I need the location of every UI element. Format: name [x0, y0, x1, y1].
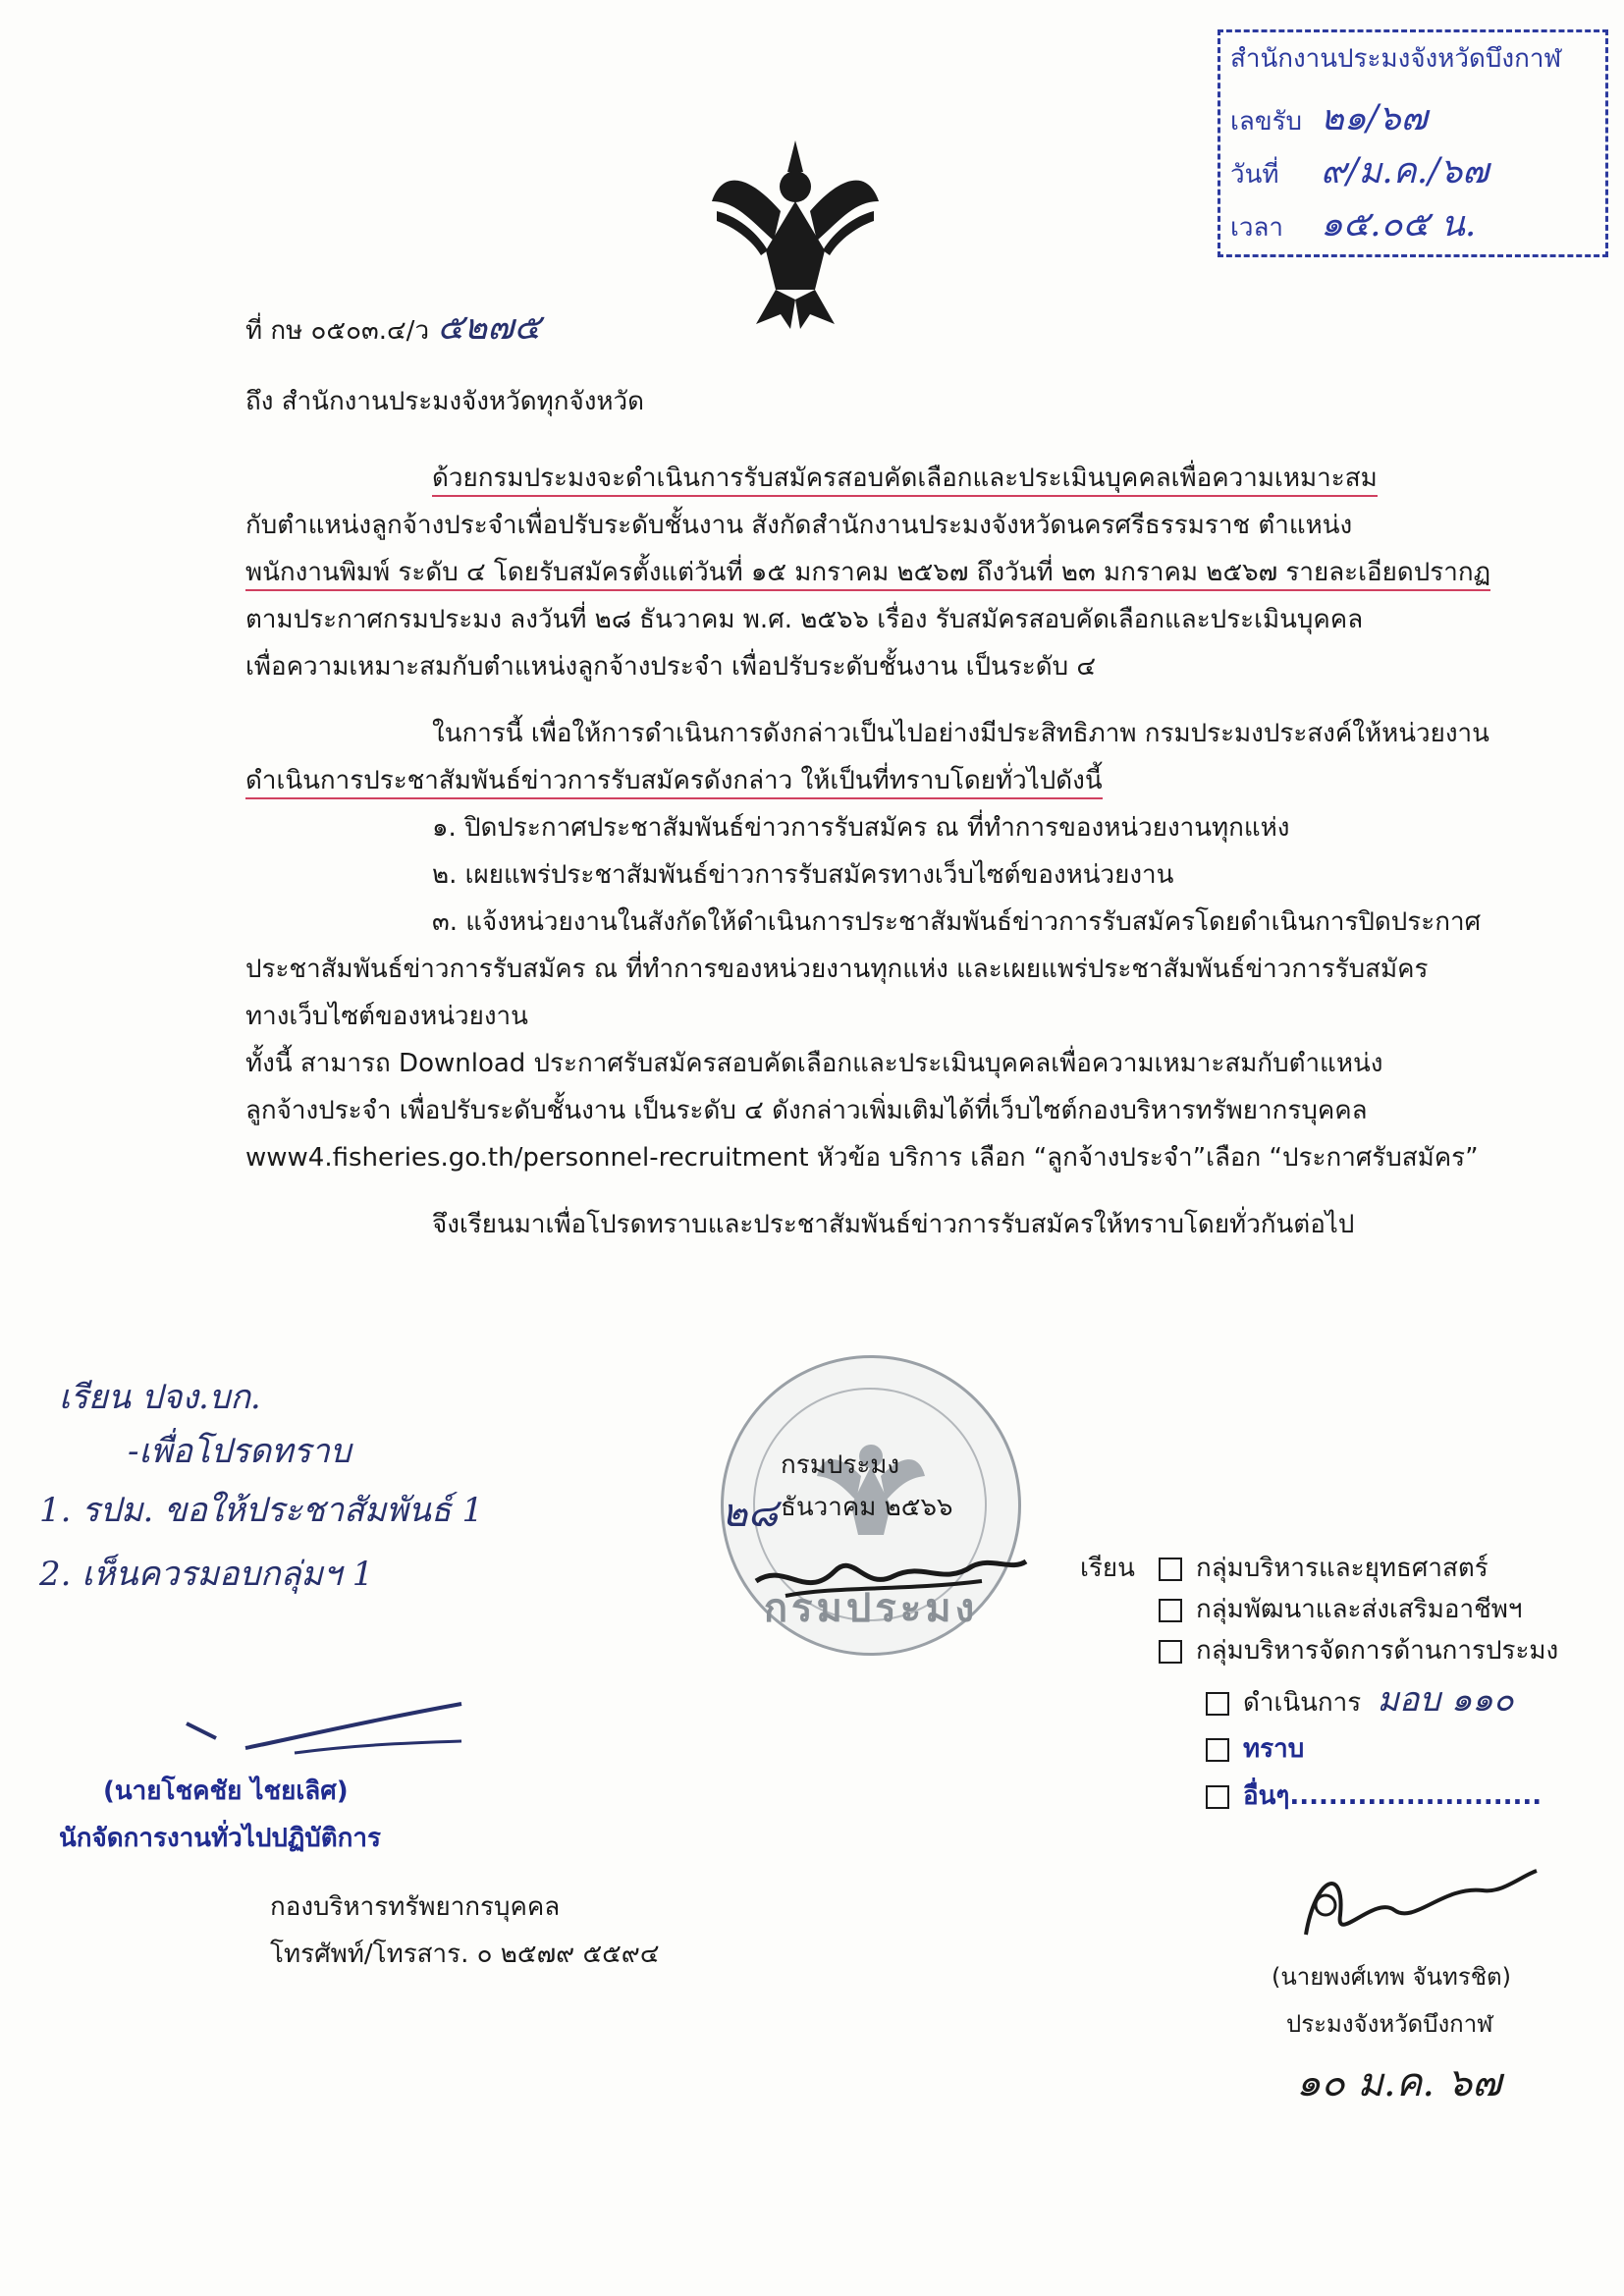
para2-line2: [245, 764, 1103, 797]
garuda-emblem-icon: [707, 133, 884, 339]
routing-to-label: เรียน: [1080, 1554, 1135, 1583]
item-2: ๒. เผยแพร่ประชาสัมพันธ์ข่าวการรับสมัครทางเว็บไซต์ของหน่วยงาน: [432, 860, 1174, 890]
para1-line4: ตามประกาศกรมประมง ลงวันที่ ๒๘ ธันวาคม พ.ศ. ๒๕๖๖ เรื่อง รับสมัครสอบคัดเลือกและประเมินบุคคล: [245, 605, 1364, 634]
routing-option-6[interactable]: [1206, 1779, 1542, 1813]
seal-day: ๒๘: [722, 1491, 779, 1536]
signer-name: (นายโชคชัย ไชยเลิศ): [103, 1777, 349, 1806]
stamp-time: [1230, 195, 1476, 245]
para1-line1: [432, 462, 1378, 495]
para1-line3: [245, 556, 1490, 589]
signer-title: นักจัดการงานทั่วไปปฏิบัติการ: [59, 1824, 381, 1853]
stamp-office-text: สำนักงานประมงจังหวัดบึงกาฬ: [1230, 44, 1562, 74]
seal-date-line: ธันวาคม ๒๕๖๖: [781, 1493, 953, 1522]
footer-division: กองบริหารทรัพยากรบุคคล: [270, 1892, 561, 1922]
routing-option-5[interactable]: [1206, 1732, 1304, 1766]
provincial-signer-date: ๑๐ ม.ค. ๖๗: [1296, 2060, 1502, 2105]
stamp-date: [1230, 142, 1489, 191]
routing-option-2[interactable]: [1159, 1593, 1523, 1626]
doc-number-label: ที่ กษ ๐๕๐๓.๔/ว: [245, 316, 430, 346]
receipt-stamp: [1218, 29, 1608, 257]
routing-checkbox-1[interactable]: [1159, 1558, 1182, 1581]
routing-checkbox-3[interactable]: [1159, 1640, 1182, 1664]
footer-phone: โทรศัพท์/โทรสาร. ๐ ๒๕๗๙ ๕๕๙๔: [270, 1940, 660, 1969]
routing-option-6-label: อื่นๆ..........................: [1243, 1781, 1543, 1811]
stamp-receive-label: เลขรับ: [1230, 107, 1303, 137]
note-line-3: 1. รปม. ขอให้ประชาสัมพันธ์ 1: [39, 1491, 484, 1530]
routing-option-2-label: กลุ่มพัฒนาและส่งเสริมอาชีพฯ: [1196, 1595, 1523, 1624]
item-1: ๑. ปิดประกาศประชาสัมพันธ์ข่าวการรับสมัคร ณ ที่ทำการของหน่วยงานทุกแห่ง: [432, 813, 1290, 843]
routing-option-1[interactable]: [1159, 1552, 1489, 1585]
stamp-time-label: เวลา: [1230, 213, 1284, 243]
routing-checkbox-4[interactable]: [1206, 1692, 1229, 1716]
stamp-date-value: ๙/ม.ค./๖๗: [1321, 151, 1489, 191]
closing-line: จึงเรียนมาเพื่อโปรดทราบและประชาสัมพันธ์ข่าวการรับสมัครให้ทราบโดยทั่วกันต่อไป: [432, 1210, 1355, 1239]
routing-handwritten-note: มอบ ๑๑๐: [1377, 1680, 1514, 1720]
note-line-1: เรียน ปจง.บก.: [59, 1378, 261, 1417]
para2-line1: ในการนี้ เพื่อให้การดำเนินการดังกล่าวเป็นไปอย่างมีประสิทธิภาพ กรมประมงประสงค์ให้หน่วยงาน: [432, 719, 1489, 748]
doc-number: [245, 307, 541, 348]
seal-ring-text: กรมประมง: [763, 1586, 979, 1631]
routing-option-3-label: กลุ่มบริหารจัดการด้านการประมง: [1196, 1636, 1559, 1666]
routing-checkbox-6[interactable]: [1206, 1785, 1229, 1809]
download-line1: ทั้งนี้ สามารถ Download ประกาศรับสมัครสอบคัดเลือกและประเมินบุคคลเพื่อความเหมาะสมกับตำแหน่ง: [245, 1049, 1383, 1078]
routing-checkbox-2[interactable]: [1159, 1599, 1182, 1622]
para1-line5: เพื่อความเหมาะสมกับตำแหน่งลูกจ้างประจำ เพื่อปรับระดับชั้นงาน เป็นระดับ ๔: [245, 652, 1097, 682]
doc-number-value: ๕๒๗๕: [437, 307, 541, 348]
item-3-cont-2: ทางเว็บไซต์ของหน่วยงาน: [245, 1002, 528, 1031]
download-line2: ลูกจ้างประจำ เพื่อปรับระดับชั้นงาน เป็นระดับ ๔ ดังกล่าวเพิ่มเติมได้ที่เว็บไซต์กองบริหารทรัพยากรบุคคล: [245, 1096, 1368, 1125]
signer-signature-icon: [177, 1684, 471, 1763]
to-line: ถึง สำนักงานประมงจังหวัดทุกจังหวัด: [245, 387, 645, 416]
routing-option-4[interactable]: [1206, 1680, 1514, 1720]
note-line-4: 2. เห็นควรมอบกลุ่มฯ 1: [39, 1555, 374, 1594]
routing-option-3[interactable]: [1159, 1634, 1558, 1667]
provincial-signature-icon: [1286, 1856, 1542, 1954]
note-line-2: -เพื่อโปรดทราบ: [128, 1432, 352, 1471]
seal-org: กรมประมง: [781, 1450, 900, 1480]
provincial-signer-name: (นายพงศ์เทพ จันทรชิต): [1272, 1963, 1511, 1991]
stamp-receive-value: ๒๑/๖๗: [1321, 98, 1428, 138]
stamp-receive-no: [1230, 89, 1428, 138]
para1-line2: กับตำแหน่งลูกจ้างประจำเพื่อปรับระดับชั้นงาน สังกัดสำนักงานประมงจังหวัดนครศรีธรรมราช ตำแหน่ง: [245, 511, 1353, 540]
para1-line3-text: พนักงานพิมพ์ ระดับ ๔ โดยรับสมัครตั้งแต่วันที่ ๑๕ มกราคม ๒๕๖๗ ถึงวันที่ ๒๓ มกราคม ๒๕๖๗ รายละเอียดปรากฏ: [245, 558, 1490, 591]
provincial-signer-title: ประมงจังหวัดบึงกาฬ: [1286, 2010, 1493, 2038]
seal-signature-icon: [746, 1532, 1031, 1611]
routing-option-4-label: ดำเนินการ: [1243, 1688, 1362, 1718]
stamp-date-label: วันที่: [1230, 160, 1279, 190]
para2-line2-text: ดำเนินการประชาสัมพันธ์ข่าวการรับสมัครดังกล่าว ให้เป็นที่ทราบโดยทั่วไปดังนี้: [245, 766, 1103, 799]
routing-option-1-label: กลุ่มบริหารและยุทธศาสตร์: [1196, 1554, 1489, 1583]
para1-line1-text: ด้วยกรมประมงจะดำเนินการรับสมัครสอบคัดเลือกและประเมินบุคคลเพื่อความเหมาะสม: [432, 464, 1378, 497]
item-3: ๓. แจ้งหน่วยงานในสังกัดให้ดำเนินการประชาสัมพันธ์ข่าวการรับสมัครโดยดำเนินการปิดประกาศ: [432, 907, 1482, 937]
stamp-office: [1230, 38, 1561, 87]
routing-option-5-label: ทราบ: [1243, 1734, 1305, 1764]
download-line3: www4.fisheries.go.th/personnel-recruitment หัวข้อ บริการ เลือก “ลูกจ้างประจำ”เลือก “ประกาศรับสมัคร”: [245, 1143, 1479, 1173]
stamp-time-value: ๑๕.๐๕ น.: [1321, 204, 1477, 245]
routing-checkbox-5[interactable]: [1206, 1738, 1229, 1762]
item-3-cont-1: ประชาสัมพันธ์ข่าวการรับสมัคร ณ ที่ทำการของหน่วยงานทุกแห่ง และเผยแพร่ประชาสัมพันธ์ข่าวการรับสมัคร: [245, 955, 1429, 984]
